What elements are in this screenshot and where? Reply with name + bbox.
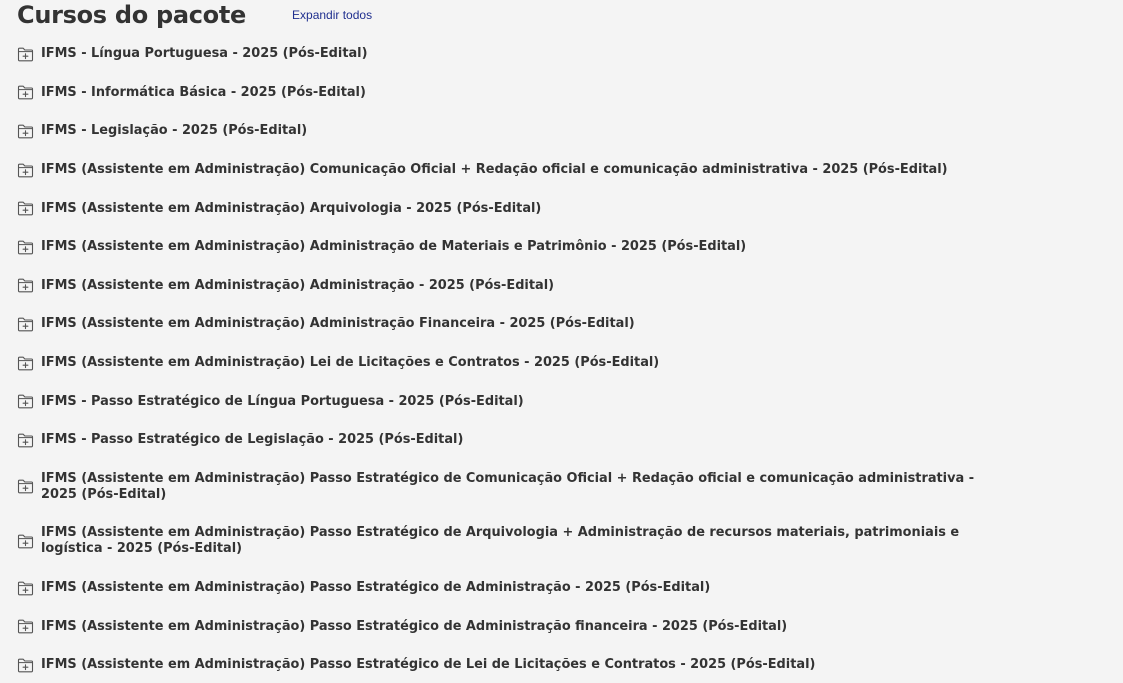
course-title: IFMS (Assistente em Administração) Passo Estratégico de Administração - 2025 (Pós-Edital) (41, 580, 711, 596)
course-title: IFMS (Assistente em Administração) Passo Estratégico de Comunicação Oficial + Redação oficial e comunicação administrativa - 2025 (Pós-Edital) (41, 470, 975, 502)
course-title: IFMS (Assistente em Administração) Administração de Materiais e Patrimônio - 2025 (Pós-Edital) (41, 239, 747, 255)
course-item[interactable] (17, 74, 1007, 113)
header (17, 0, 372, 30)
folder-plus-icon (17, 124, 34, 139)
course-title: IFMS (Assistente em Administração) Passo Estratégico de Administração financeira - 2025 (Pós-Edital) (41, 618, 788, 634)
folder-plus-icon (17, 201, 34, 216)
course-title: IFMS (Assistente em Administração) Arquivologia - 2025 (Pós-Edital) (41, 200, 542, 216)
folder-plus-icon (17, 356, 34, 371)
course-title: IFMS - Informática Básica - 2025 (Pós-Edital) (41, 84, 366, 100)
folder-plus-icon (17, 581, 34, 596)
course-item[interactable] (17, 421, 1007, 460)
folder-plus-icon (17, 534, 34, 549)
course-title: IFMS (Assistente em Administração) Administração Financeira - 2025 (Pós-Edital) (41, 316, 635, 332)
folder-plus-icon (17, 240, 34, 255)
course-title: IFMS - Língua Portuguesa - 2025 (Pós-Edital) (41, 46, 368, 62)
folder-plus-icon (17, 433, 34, 448)
course-item[interactable] (17, 646, 1007, 683)
folder-plus-icon (17, 394, 34, 409)
folder-plus-icon (17, 278, 34, 293)
folder-plus-icon (17, 317, 34, 332)
folder-plus-icon (17, 619, 34, 634)
course-title: IFMS - Legislação - 2025 (Pós-Edital) (41, 123, 308, 139)
course-item[interactable] (17, 344, 1007, 383)
course-item[interactable] (17, 189, 1007, 228)
page-title: Cursos do pacote (17, 1, 247, 29)
course-item[interactable] (17, 382, 1007, 421)
course-title: IFMS (Assistente em Administração) Administração - 2025 (Pós-Edital) (41, 277, 555, 293)
folder-plus-icon (17, 85, 34, 100)
course-item[interactable] (17, 35, 1007, 74)
course-title: IFMS (Assistente em Administração) Passo Estratégico de Lei de Licitações e Contratos - 2025 (Pós-Edital) (41, 657, 816, 673)
expand-all-link[interactable]: Expandir todos (292, 8, 373, 22)
course-item[interactable] (17, 569, 1007, 608)
course-list (17, 35, 1007, 683)
course-item[interactable] (17, 267, 1007, 306)
course-item[interactable] (17, 151, 1007, 190)
folder-plus-icon (17, 479, 34, 494)
course-item[interactable] (17, 514, 1007, 569)
folder-plus-icon (17, 658, 34, 673)
course-item[interactable] (17, 228, 1007, 267)
course-item[interactable] (17, 305, 1007, 344)
course-item[interactable] (17, 112, 1007, 151)
course-title: IFMS (Assistente em Administração) Passo Estratégico de Arquivologia + Administração de recursos materiais, patrimoniais e logística - 2025 (Pós-Edital) (41, 525, 960, 557)
folder-plus-icon (17, 47, 34, 62)
course-title: IFMS - Passo Estratégico de Língua Portuguesa - 2025 (Pós-Edital) (41, 393, 524, 409)
course-item[interactable] (17, 460, 1007, 515)
course-item[interactable] (17, 607, 1007, 646)
course-title: IFMS (Assistente em Administração) Lei de Licitações e Contratos - 2025 (Pós-Edital) (41, 355, 660, 371)
folder-plus-icon (17, 163, 34, 178)
course-title: IFMS (Assistente em Administração) Comunicação Oficial + Redação oficial e comunicação administrativa - 2025 (Pós-Edital) (41, 162, 948, 178)
course-title: IFMS - Passo Estratégico de Legislação - 2025 (Pós-Edital) (41, 432, 464, 448)
